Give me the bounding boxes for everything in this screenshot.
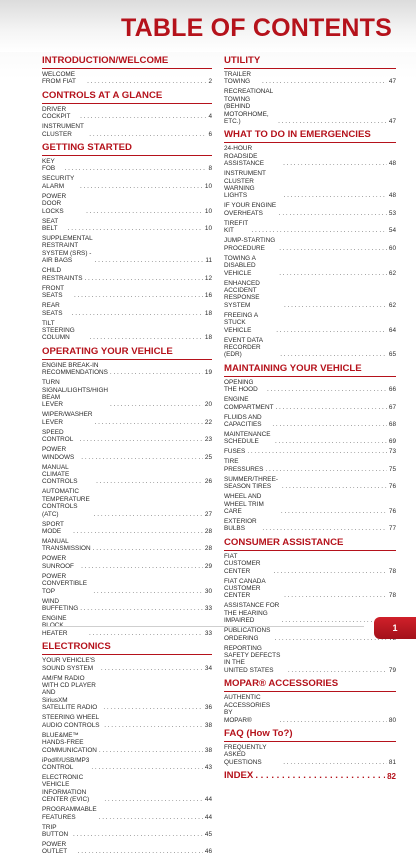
- dot-leader: [68, 225, 203, 232]
- toc-entry-label: YOUR VEHICLE'S SOUND SYSTEM: [42, 657, 96, 672]
- toc-entry-label: POWER CONVERTIBLE TOP: [42, 572, 87, 595]
- toc-entry-label: MAINTENANCE SCHEDULE: [224, 430, 271, 446]
- dot-leader: [90, 334, 203, 341]
- toc-entry[interactable]: [224, 337, 396, 359]
- toc-entry[interactable]: [224, 476, 396, 491]
- toc-entry-label: FIAT CANADA CUSTOMER CENTER: [224, 577, 266, 600]
- toc-entry[interactable]: [42, 193, 212, 215]
- toc-entry-label: FIAT CUSTOMER CENTER: [224, 552, 261, 575]
- toc-entry[interactable]: [42, 732, 212, 754]
- toc-entry-page: 22: [204, 418, 212, 426]
- dot-leader: [275, 438, 387, 445]
- toc-entry[interactable]: [224, 255, 396, 277]
- dot-leader: [91, 764, 203, 771]
- toc-entry-label: AUTOMATIC TEMPERATURE CONTROLS (ATC): [42, 488, 90, 518]
- toc-entry[interactable]: [42, 285, 212, 300]
- toc-entry-page: 23: [204, 436, 212, 444]
- toc-entry-page: 65: [388, 351, 396, 359]
- dot-leader: [73, 831, 203, 838]
- dot-leader: [84, 275, 202, 282]
- toc-entry-page: 4: [208, 113, 212, 121]
- toc-entry-label: JUMP-STARTING PROCEDURE: [224, 237, 276, 252]
- toc-entry-page: 62: [388, 269, 396, 277]
- toc-entry-label: TURN SIGNAL/LIGHTS/HIGH BEAM LEVER: [42, 379, 109, 409]
- toc-entry-page: 54: [388, 227, 396, 235]
- toc-entry-label: EXTERIOR BULBS: [224, 518, 257, 533]
- toc-entry[interactable]: [224, 627, 396, 642]
- dot-leader: [95, 419, 203, 426]
- section-heading: FAQ (How To?): [224, 728, 396, 742]
- toc-entry[interactable]: [224, 448, 396, 455]
- toc-entry-page: 80: [388, 716, 396, 724]
- toc-entry-page: 11: [205, 257, 212, 265]
- dot-leader: [87, 78, 206, 85]
- dot-leader: [251, 227, 386, 234]
- toc-entry[interactable]: [224, 578, 396, 600]
- toc-entry-label: KEY FOB: [42, 158, 56, 173]
- section-heading: WHAT TO DO IN EMERGENCIES: [224, 129, 396, 143]
- dot-leader: [110, 401, 203, 408]
- toc-entry-page: 28: [204, 545, 212, 553]
- dot-leader: [284, 302, 387, 309]
- toc-entry-label: SPEED CONTROL: [42, 428, 74, 444]
- toc-index-entry[interactable]: [224, 770, 396, 781]
- toc-entry[interactable]: [42, 675, 212, 712]
- index-page: 82: [387, 772, 396, 782]
- dot-leader: [284, 592, 387, 599]
- toc-entry[interactable]: [42, 464, 212, 486]
- toc-entry[interactable]: [42, 806, 212, 821]
- toc-entry-page: 66: [388, 386, 396, 394]
- dot-leader: [81, 563, 203, 570]
- toc-entry-label: TIREFIT KIT: [224, 219, 249, 235]
- toc-entry[interactable]: [42, 555, 212, 570]
- dot-leader: [89, 131, 206, 138]
- toc-entry-page: 64: [388, 326, 396, 334]
- dot-leader: [95, 257, 204, 264]
- toc-entry-label: EVENT DATA RECORDER (EDR): [224, 336, 263, 359]
- toc-entry-label: iPod®/USB/MP3 CONTROL: [42, 756, 90, 771]
- dot-leader: [80, 436, 203, 443]
- toc-section-electronics: [42, 641, 212, 856]
- toc-entry[interactable]: [224, 396, 396, 411]
- dot-leader: [65, 165, 207, 172]
- dot-leader: [283, 759, 387, 766]
- toc-entry-page: 75: [388, 465, 396, 473]
- toc-entry-label: TILT STEERING COLUMN: [42, 319, 75, 342]
- dot-leader: [283, 160, 387, 167]
- dot-leader: [72, 310, 203, 317]
- toc-entry-label: INSTRUMENT CLUSTER: [42, 123, 84, 138]
- toc-entry-label: MANUAL TRANSMISSION: [42, 538, 91, 553]
- page-title: TABLE OF CONTENTS: [121, 14, 392, 42]
- toc-entry-page: 47: [388, 118, 396, 126]
- toc-entry-label: SUPPLEMENTAL RESTRAINT SYSTEM (SRS) - AIR BAGS: [42, 235, 93, 265]
- toc-entry-page: 28: [204, 528, 212, 535]
- dot-leader: [280, 351, 387, 358]
- dot-leader: [110, 369, 203, 376]
- dot-leader: [80, 183, 203, 190]
- dot-leader: [99, 814, 203, 821]
- toc-entry[interactable]: [224, 170, 396, 200]
- dot-leader: [101, 665, 203, 672]
- section-heading: OPERATING YOUR VEHICLE: [42, 346, 212, 360]
- toc-entry-label: ASSISTANCE FOR THE HEARING IMPAIRED: [224, 602, 280, 625]
- toc-entry-label: ENGINE BREAK-IN RECOMMENDATIONS: [42, 361, 108, 377]
- toc-entry[interactable]: [224, 202, 396, 217]
- toc-entry-page: 44: [204, 813, 212, 821]
- toc-entry[interactable]: [42, 714, 212, 729]
- toc-entry-label: POWER OUTLET: [42, 840, 68, 856]
- dot-leader: [279, 270, 387, 277]
- dot-leader: [265, 466, 386, 473]
- toc-entry[interactable]: [42, 158, 212, 173]
- toc-entry[interactable]: [42, 429, 212, 444]
- toc-entry-page: 12: [204, 274, 212, 282]
- toc-entry-label: OPENING THE HOOD: [224, 378, 258, 394]
- toc-entry[interactable]: [42, 488, 212, 518]
- toc-entry-label: AM/FM RADIO WITH CD PLAYER AND SiriusXM SATELLITE RADIO: [42, 674, 98, 712]
- dot-leader: [94, 511, 203, 518]
- toc-entry-page: 60: [388, 244, 396, 252]
- toc-entry-page: 19: [204, 369, 212, 377]
- toc-entry-label: SPORT MODE: [42, 520, 64, 535]
- section-heading: UTILITY: [224, 55, 396, 69]
- toc-entry-page: 34: [204, 664, 212, 672]
- toc-entry[interactable]: [42, 218, 212, 233]
- toc-entry[interactable]: [42, 123, 212, 138]
- toc-section-maintaining-your-vehicle: [224, 363, 396, 533]
- toc-entry[interactable]: [224, 431, 396, 446]
- toc-entry-page: 73: [388, 448, 396, 456]
- toc-entry-label: PROGRAMMABLE FEATURES: [42, 806, 97, 821]
- toc-entry-page: 30: [204, 587, 212, 595]
- dot-leader: [262, 78, 387, 85]
- dot-leader: [86, 208, 203, 215]
- toc-entry-label: ENGINE COMPARTMENT: [224, 396, 274, 411]
- section-heading: MOPAR® ACCESSORIES: [224, 678, 396, 692]
- toc-entry-page: 20: [204, 401, 212, 409]
- toc-entry-page: 67: [388, 403, 396, 411]
- toc-entry-page: 77: [388, 525, 396, 533]
- dot-leader: [273, 568, 386, 575]
- toc-entry-page: 33: [204, 629, 212, 637]
- toc-entry[interactable]: [224, 145, 396, 167]
- toc-section-operating-your-vehicle: [42, 346, 212, 638]
- dot-leader: [78, 848, 203, 855]
- toc-entry-label: REAR SEATS: [42, 302, 63, 317]
- toc-entry-page: 6: [208, 130, 212, 138]
- toc-entry-page: 76: [388, 508, 396, 515]
- dot-leader: [275, 404, 386, 411]
- toc-section-introduction-welcome: [42, 55, 212, 86]
- toc-entry[interactable]: [224, 518, 396, 533]
- toc-entry-page: 44: [204, 796, 212, 804]
- toc-section-consumer-assistance: [224, 537, 396, 674]
- toc-entry-label: POWER WINDOWS: [42, 446, 75, 461]
- toc-entry[interactable]: [42, 573, 212, 595]
- toc-entry-page: 2: [208, 78, 212, 86]
- dot-leader: [81, 454, 203, 461]
- toc-entry-label: SEAT BELT: [42, 217, 59, 233]
- toc-section-mopar-accessories: [224, 678, 396, 724]
- dot-leader: [278, 118, 387, 125]
- toc-entry[interactable]: [42, 362, 212, 377]
- footer-divider: [42, 626, 364, 627]
- toc-entry-page: 46: [204, 848, 212, 856]
- dot-leader: [93, 588, 203, 595]
- toc-entry-label: FUSES: [224, 448, 246, 456]
- section-heading: MAINTAINING YOUR VEHICLE: [224, 363, 396, 377]
- dot-leader: [73, 528, 203, 535]
- toc-entry-label: RECREATIONAL TOWING (BEHIND MOTORHOME, ETC.): [224, 88, 274, 126]
- toc-entry-page: 48: [388, 192, 396, 200]
- dot-leader: [247, 448, 387, 455]
- toc-entry-label: 24-HOUR ROADSIDE ASSISTANCE: [224, 145, 265, 168]
- toc-entry-label: POWER SUNROOF: [42, 555, 74, 570]
- section-heading: ELECTRONICS: [42, 641, 212, 655]
- toc-entry-page: 48: [388, 160, 396, 168]
- toc-entry-page: 78: [388, 567, 396, 575]
- section-heading: GETTING STARTED: [42, 142, 212, 156]
- toc-entry[interactable]: [42, 757, 212, 772]
- toc-section-controls-at-a-glance: [42, 90, 212, 138]
- toc-entry-label: FREEING A STUCK VEHICLE: [224, 311, 258, 334]
- toc-entry-page: 79: [388, 666, 396, 674]
- toc-column-right: [224, 55, 396, 781]
- toc-entry[interactable]: [224, 312, 396, 334]
- toc-entry-label: ENGINE HEATER: [42, 615, 68, 637]
- toc-entry[interactable]: [224, 71, 396, 86]
- toc-entry-page: 69: [388, 438, 396, 446]
- toc-entry-page: 76: [388, 483, 396, 491]
- toc-entry[interactable]: [42, 235, 212, 265]
- toc-entry[interactable]: [224, 458, 396, 473]
- toc-entry[interactable]: [224, 220, 396, 235]
- toc-entry-label: TRIP BUTTON: [42, 823, 69, 838]
- toc-entry[interactable]: [224, 379, 396, 394]
- toc-entry[interactable]: [224, 744, 396, 766]
- toc-section-faq-how-to: [224, 728, 396, 766]
- dot-leader: [262, 525, 387, 532]
- toc-entry-label: INSTRUMENT CLUSTER WARNING LIGHTS: [224, 170, 266, 200]
- toc-entry[interactable]: [224, 237, 396, 252]
- toc-entry-label: WHEEL AND WHEEL TRIM CARE: [224, 493, 264, 515]
- toc-entry-label: CHILD RESTRAINTS: [42, 267, 83, 282]
- toc-entry-label: FREQUENTLY ASKED QUESTIONS: [224, 743, 267, 766]
- toc-section-getting-started: [42, 142, 212, 342]
- toc-column-left: [42, 55, 212, 860]
- page-number-tab: [374, 617, 416, 639]
- toc-entry[interactable]: [224, 553, 396, 575]
- toc-entry[interactable]: [42, 841, 212, 856]
- toc-entry[interactable]: [42, 446, 212, 461]
- dot-leader: [89, 630, 203, 637]
- toc-entry[interactable]: [224, 88, 396, 125]
- toc-entry-label: ENHANCED ACCIDENT RESPONSE SYSTEM: [224, 279, 260, 309]
- toc-entry-label: IF YOUR ENGINE OVERHEATS: [224, 202, 277, 217]
- toc-entry[interactable]: [42, 774, 212, 804]
- toc-entry-page: 36: [204, 704, 212, 712]
- toc-entry[interactable]: [42, 175, 212, 190]
- toc-entry-page: 27: [204, 510, 212, 518]
- toc-entry-page: 47: [388, 78, 396, 86]
- dot-leader: [272, 421, 387, 428]
- toc-entry-page: 38: [204, 721, 212, 729]
- toc-entry-label: SUMMER/THREE-SEASON TIRES: [224, 475, 278, 491]
- toc-entry-page: 18: [204, 334, 212, 342]
- toc-entry-page: 16: [204, 292, 212, 300]
- toc-entry-label: ELECTRONIC VEHICLE INFORMATION CENTER (EVIC): [42, 773, 90, 804]
- toc-entry-label: REPORTING SAFETY DEFECTS IN THE UNITED STATES: [224, 644, 281, 674]
- dot-leader: [284, 192, 387, 199]
- toc-entry-label: FRONT SEATS: [42, 284, 64, 300]
- toc-entry-page: 43: [204, 763, 212, 771]
- dot-leader: [93, 545, 203, 552]
- toc-section-what-to-do-in-emergencies: [224, 129, 396, 358]
- section-heading: CONSUMER ASSISTANCE: [224, 537, 396, 551]
- dot-leader: [104, 796, 203, 803]
- toc-entry-page: 10: [204, 182, 212, 190]
- toc-entry[interactable]: [42, 379, 212, 409]
- toc-entry[interactable]: [224, 493, 396, 515]
- toc-entry-page: 78: [388, 592, 396, 600]
- toc-entry-label: DRIVER COCKPIT: [42, 105, 71, 121]
- dot-leader: [275, 635, 387, 642]
- dot-leader: [279, 717, 386, 724]
- toc-entry-page: 62: [388, 301, 396, 309]
- toc-entry[interactable]: [224, 414, 396, 429]
- toc-entry-label: WELCOME FROM FIAT: [42, 71, 76, 86]
- toc-entry[interactable]: [224, 645, 396, 675]
- toc-entry-label: SECURITY ALARM: [42, 175, 75, 190]
- toc-entry-page: 18: [204, 309, 212, 317]
- dot-leader: [282, 483, 387, 490]
- section-heading: CONTROLS AT A GLANCE: [42, 90, 212, 104]
- dot-leader: [267, 386, 387, 393]
- dot-leader: [103, 704, 203, 711]
- page-number: 1: [392, 623, 398, 633]
- section-heading: INTRODUCTION/WELCOME: [42, 55, 212, 69]
- dot-leader: [276, 327, 387, 334]
- toc-entry-page: 38: [204, 746, 212, 754]
- toc-entry[interactable]: [42, 521, 212, 536]
- toc-entry-page: 10: [204, 225, 212, 233]
- toc-entry-label: MANUAL CLIMATE CONTROLS: [42, 463, 78, 486]
- toc-entry-page: 25: [204, 453, 212, 461]
- toc-entry-label: WIND BUFFETING: [42, 597, 79, 613]
- dot-leader: [99, 747, 203, 754]
- dot-leader: [80, 605, 203, 612]
- toc-entry[interactable]: [42, 302, 212, 317]
- toc-entry-page: 53: [388, 209, 396, 217]
- toc-entry[interactable]: [42, 71, 212, 86]
- toc-entry[interactable]: [42, 538, 212, 553]
- dot-leader: [104, 722, 203, 729]
- toc-entry[interactable]: [42, 320, 212, 342]
- toc-entry-label: BLUE&ME™ HANDS-FREE COMMUNICATION: [42, 731, 97, 754]
- toc-entry-label: POWER DOOR LOCKS: [42, 192, 67, 215]
- toc-entry[interactable]: [224, 280, 396, 310]
- toc-section-utility: [224, 55, 396, 125]
- toc-entry[interactable]: [42, 267, 212, 282]
- toc-entry[interactable]: [42, 411, 212, 426]
- toc-entry-label: TOWING A DISABLED VEHICLE: [224, 254, 256, 277]
- dot-leader: [96, 478, 203, 485]
- dot-leader: [279, 245, 387, 252]
- index-label: INDEX: [224, 770, 254, 782]
- toc-entry-page: 68: [388, 420, 396, 428]
- dot-leader: [255, 770, 385, 781]
- dot-leader: [80, 113, 206, 120]
- dot-leader: [282, 617, 387, 624]
- toc-entry-label: AUTHENTIC ACCESSORIES BY MOPAR®: [224, 694, 271, 724]
- toc-entry[interactable]: [224, 694, 396, 724]
- toc-entry-label: WIPER/WASHER LEVER: [42, 411, 93, 426]
- toc-entry-label: PUBLICATIONS ORDERING: [224, 627, 271, 642]
- toc-entry[interactable]: [42, 657, 212, 672]
- toc-entry[interactable]: [42, 106, 212, 121]
- dot-leader: [288, 667, 387, 674]
- toc-entry-page: 33: [204, 605, 212, 613]
- toc-entry-page: 8: [208, 165, 212, 173]
- toc-entry-page: 10: [204, 207, 212, 215]
- toc-entry-label: TIRE PRESSURES: [224, 458, 264, 473]
- dot-leader: [281, 508, 387, 515]
- toc-entry-page: 29: [204, 562, 212, 570]
- dot-leader: [279, 210, 387, 217]
- toc-entry-label: TRAILER TOWING: [224, 71, 251, 86]
- toc-entry-page: 81: [388, 758, 396, 766]
- toc-entry[interactable]: [224, 602, 396, 624]
- toc-entry-label: FLUIDS AND CAPACITIES: [224, 413, 262, 428]
- toc-entry-page: 26: [204, 478, 212, 486]
- toc-entry[interactable]: [42, 598, 212, 613]
- dot-leader: [74, 292, 203, 299]
- toc-entry[interactable]: [42, 824, 212, 839]
- toc-entry-page: 45: [204, 830, 212, 838]
- toc-entry-label: STEERING WHEEL AUDIO CONTROLS: [42, 714, 100, 729]
